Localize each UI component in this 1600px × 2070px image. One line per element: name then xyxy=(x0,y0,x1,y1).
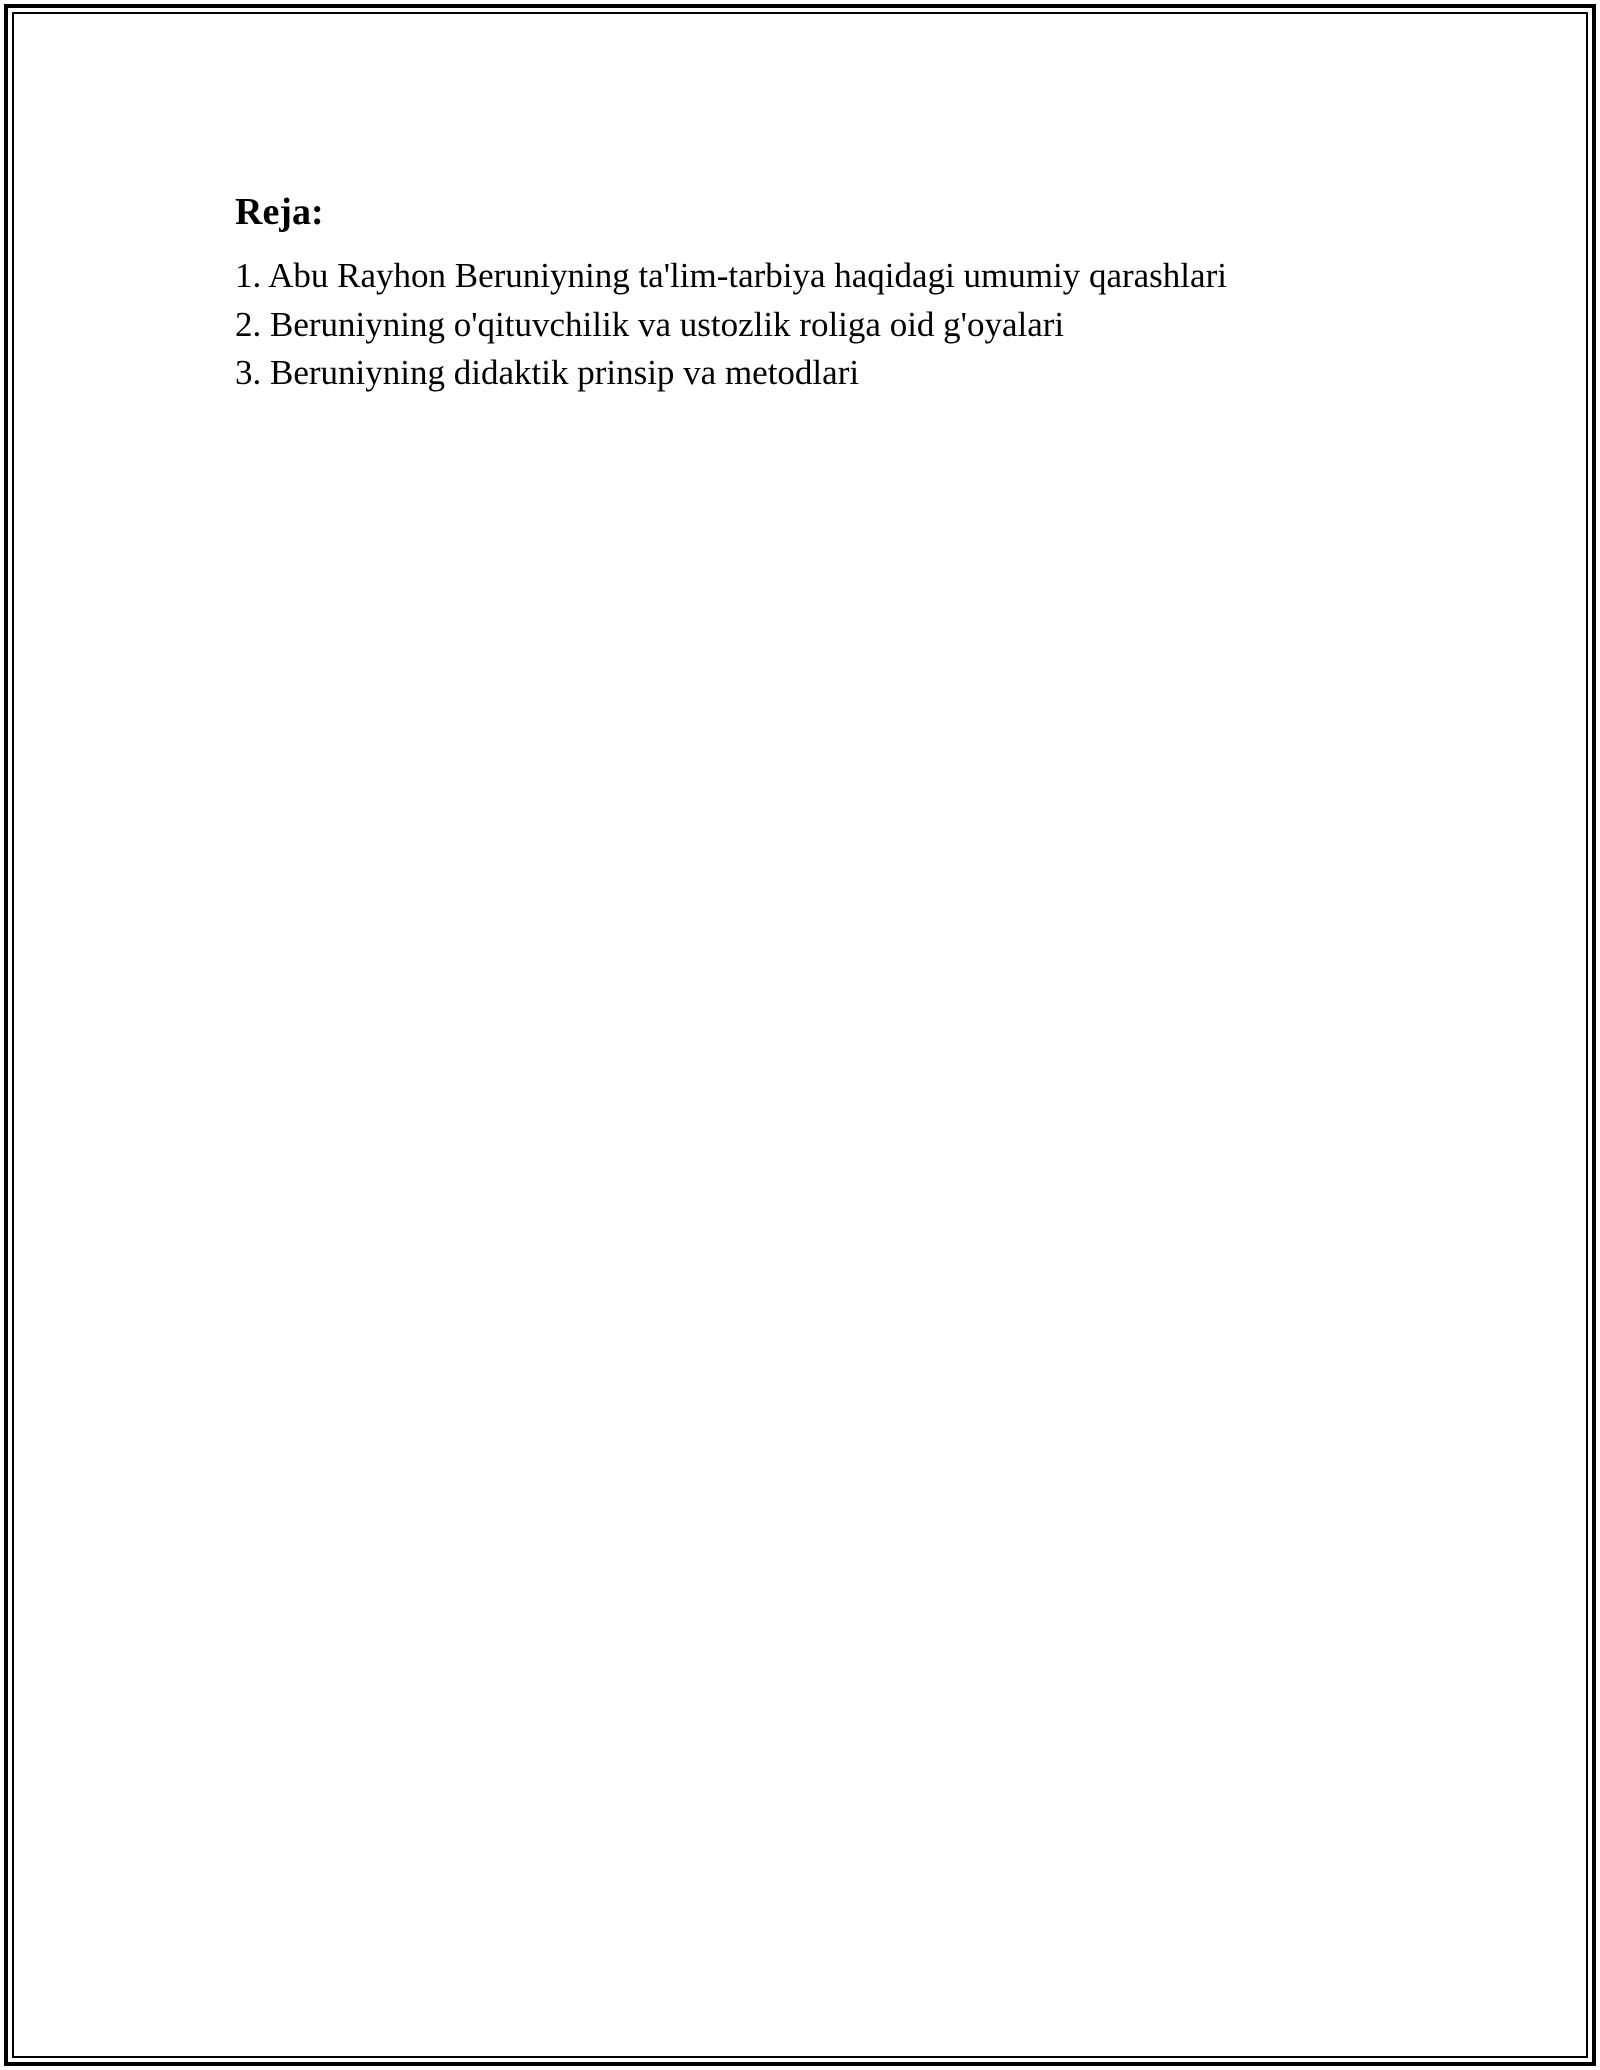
page-content xyxy=(235,186,1435,398)
plan-list xyxy=(235,252,1435,398)
plan-heading: Reja: xyxy=(235,191,324,233)
plan-item-3: 3. Beruniyning didaktik prinsip va metodlari xyxy=(235,353,860,392)
plan-item-1: 1. Abu Rayhon Beruniyning ta'lim-tarbiya haqidagi umumiy qarashlari xyxy=(235,256,1227,295)
plan-item-2: 2. Beruniyning o'qituvchilik va ustozlik roliga oid g'oyalari xyxy=(235,304,1065,344)
